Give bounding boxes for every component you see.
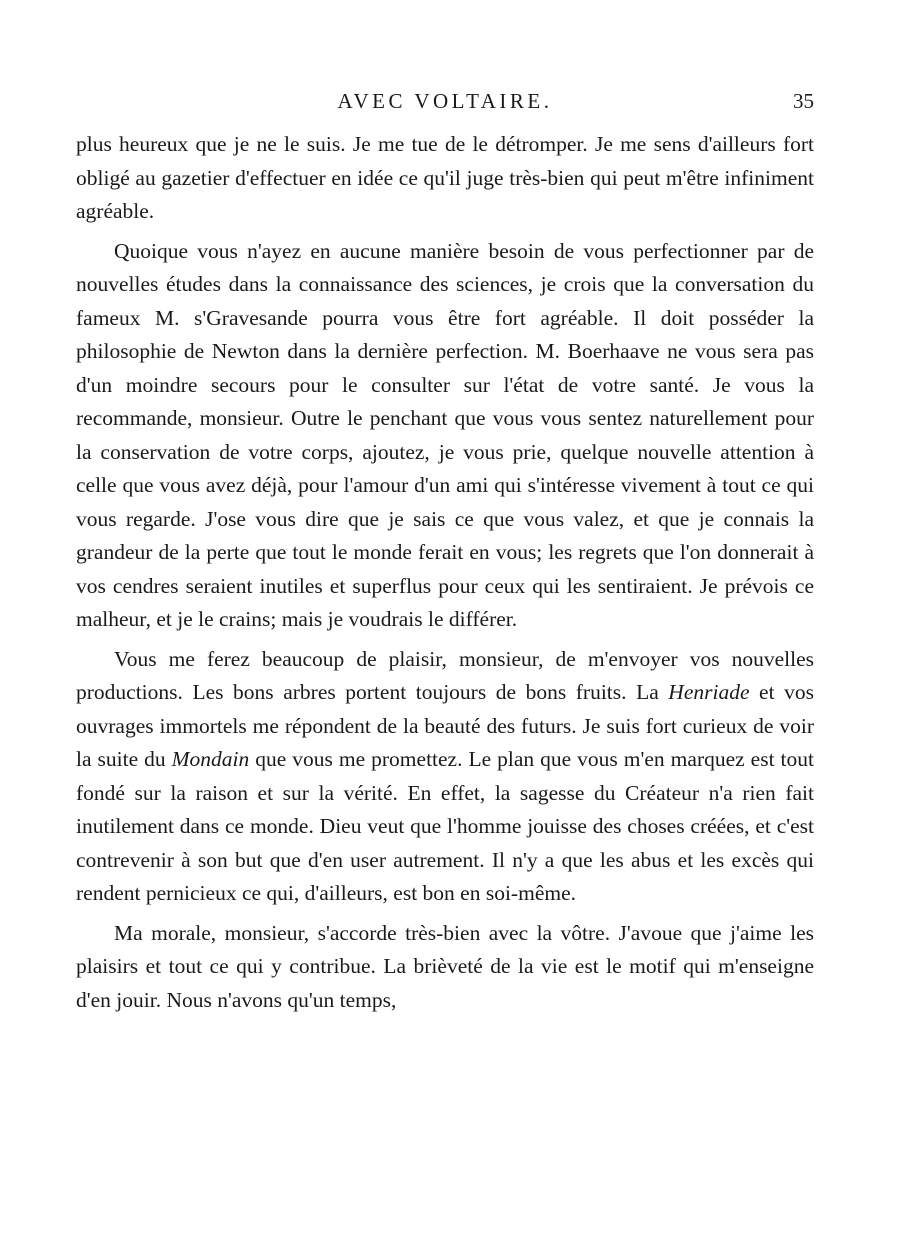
body-text: [76, 128, 814, 1017]
paragraph: [76, 235, 814, 637]
italic-title: Henriade: [668, 680, 750, 704]
paragraph: [76, 917, 814, 1018]
text-segment: Ma morale, monsieur, s'accorde très-bien avec la vôtre. J'avoue que j'aime les plaisirs et tout ce qui y contribue. La brièveté de la vie est le motif qui m'enseigne d'en jouir. Nous n'avons qu'un temps,: [76, 920, 814, 1012]
text-segment: que vous me promettez. Le plan que vous m'en marquez est tout fondé sur la raison et sur la vérité. En effet, la sagesse du Créateur n'a rien fait inutilement dans ce monde. Dieu veut que l'homme jouisse des choses créées, et c'est contrevenir à son but que d'en user autrement. Il n'y a que les abus et les excès qui rendent pernicieux ce qui, d'ailleurs, est bon en soi-même.: [76, 747, 815, 905]
running-head: [76, 86, 814, 116]
page-number: 35: [793, 89, 814, 113]
paragraph: [76, 643, 814, 911]
running-title: AVEC VOLTAIRE.: [337, 89, 553, 113]
text-segment: Vous me ferez beaucoup de plaisir, monsieur, de m'envoyer vos nouvelles productions. Les bons arbres portent toujours de bons fruits. La: [76, 646, 814, 704]
text-segment: et vos ouvrages immortels me répondent de la beauté des futurs. Je suis fort curieux de voir la suite du: [76, 680, 814, 771]
text-segment: plus heureux que je ne le suis. Je me tue de le détromper. Je me sens d'ailleurs fort obligé au gazetier d'effectuer en idée ce qu'il juge très-bien qui peut m'être infiniment agréable.: [76, 132, 814, 223]
italic-title: Mondain: [171, 747, 250, 771]
text-segment: Quoique vous n'ayez en aucune manière besoin de vous perfectionner par de nouvelles études dans la connaissance des sciences, je crois que la conversation du fameux M. s'Gravesande pourra vous être fort agréable. Il doit posséder la philosophie de Newton dans la dernière perfection. M. Boerhaave ne vous sera pas d'un moindre secours pour le consulter sur l'état de votre santé. Je vous la recommande, monsieur. Outre le penchant que vous vous sentez naturellement pour la conservation de votre corps, ajoutez, je vous prie, quelque nouvelle attention à celle que vous avez déjà, pour l'amour d'un ami qui s'intéresse vivement à tout ce qui vous regarde. J'ose vous dire que je sais ce que vous valez, et que je connais la grandeur de la perte que tout le monde ferait en vous; les regrets que l'on donnerait à vos cendres seraient inutiles et superflus pour ceux qui les sentiraient. Je prévois ce malheur, et je le crains; mais je voudrais le différer.: [76, 238, 814, 631]
paragraph: [76, 128, 814, 229]
